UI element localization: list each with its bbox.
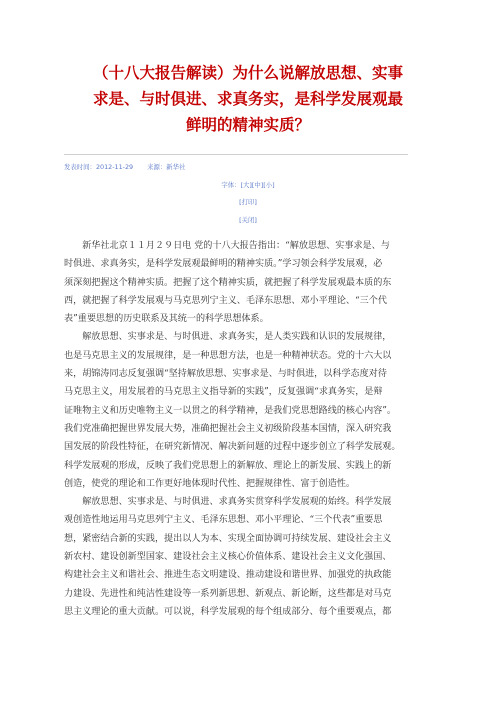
font-medium-link[interactable]: [中] (251, 181, 264, 189)
source: 来源：新华社 (147, 163, 186, 171)
text-line: 须深刻把握这个精神实质。把握了这个精神实质，就把握了科学发展观最本质的东 (64, 277, 392, 288)
print-link[interactable]: [打印] (239, 198, 257, 206)
font-large-link[interactable]: [大] (240, 181, 252, 189)
title-line: 鲜明的精神实质？ (185, 116, 310, 134)
text-line: 时俱进、求真务实，是科学发展观最鲜明的精神实质。”学习领会科学发展观，必 (64, 259, 383, 270)
article-body (64, 237, 436, 621)
text-line: 思主义理论的重大贡献。可以说，科学发展观的每个组成部分、每个重要观点，都 (64, 606, 392, 617)
title-line: 求是、与时俱进、求真务实，是科学发展观最 (92, 90, 403, 108)
font-size-controls (64, 180, 408, 189)
paragraph (64, 237, 436, 328)
text-line: 想，紧密结合新的实践，提出以人为本、实现全面协调可持续发展、建设社会主义 (64, 533, 392, 544)
text-line: 证唯物主义和历史唯物主义一以贯之的科学精神，是我们党思想路线的核心内容”。 (64, 405, 397, 416)
paragraph (64, 493, 436, 621)
article-title (72, 60, 424, 138)
text-line: 力建设、先进性和纯洁性建设等一系列新思想、新观点、新论断，这些都是对马克 (64, 588, 392, 599)
text-line: 创造，使党的理论和工作更好地体现时代性、把握规律性、富于创造性。 (64, 478, 356, 489)
print-row (64, 197, 408, 206)
text-line: 来，胡锦涛同志反复强调“坚持解放思想、实事求是、与时俱进，以科学态度对待 (64, 369, 387, 380)
text-line: 构建社会主义和谐社会、推进生态文明建设、推动建设和谐世界、加强党的执政能 (64, 570, 392, 581)
article-meta (64, 162, 185, 171)
publish-date: 发表时间：2012-11-29 (64, 163, 134, 171)
font-small-link[interactable]: [小] (263, 181, 275, 189)
close-link[interactable]: [关闭] (239, 216, 257, 224)
text-line: 科学发展观的形成，反映了我们党思想上的新解放、理论上的新发展、实践上的新 (64, 460, 392, 471)
text-line: 新农村、建设创新型国家、建设社会主义核心价值体系、建设社会主义文化强国、 (64, 552, 392, 563)
text-line: 新华社北京１１月２９日电 党的十八大报告指出：“解放思想、实事求是、与 (82, 241, 390, 251)
text-line: 解放思想、实事求是、与时俱进、求真务实贯穿科学发展观的始终。科学发展 (82, 497, 392, 508)
paragraph (64, 328, 436, 493)
text-line: 也是马克思主义的发展规律，是一种思想方法，也是一种精神状态。党的十六大以 (64, 350, 392, 361)
text-line: 我们党准确把握世界发展大势，准确把握社会主义初级阶段基本国情，深入研究我 (64, 423, 392, 434)
text-line: 观创造性地运用马克思列宁主义、毛泽东思想、邓小平理论、“三个代表”重要思 (64, 515, 383, 526)
text-line: 解放思想、实事求是、与时俱进、求真务实，是人类实践和认识的发展规律， (82, 332, 392, 343)
text-line: 西，就把握了科学发展观与马克思列宁主义、毛泽东思想、邓小平理论、“三个代 (64, 295, 387, 306)
title-line: （十八大报告解读）为什么说解放思想、实事 (92, 64, 403, 82)
text-line: 表”重要思想的历史联系及其统一的科学思想体系。 (64, 314, 269, 325)
close-row (64, 215, 408, 224)
title-divider (64, 154, 408, 155)
text-line: 国发展的阶段性特征，在研究新情况、解决新问题的过程中逐步创立了科学发展观。 (64, 442, 401, 453)
font-size-label: 字体： (221, 181, 241, 189)
text-line: 马克思主义，用发展着的马克思主义指导新的实践”，反复强调“求真务实，是辩 (64, 387, 383, 398)
